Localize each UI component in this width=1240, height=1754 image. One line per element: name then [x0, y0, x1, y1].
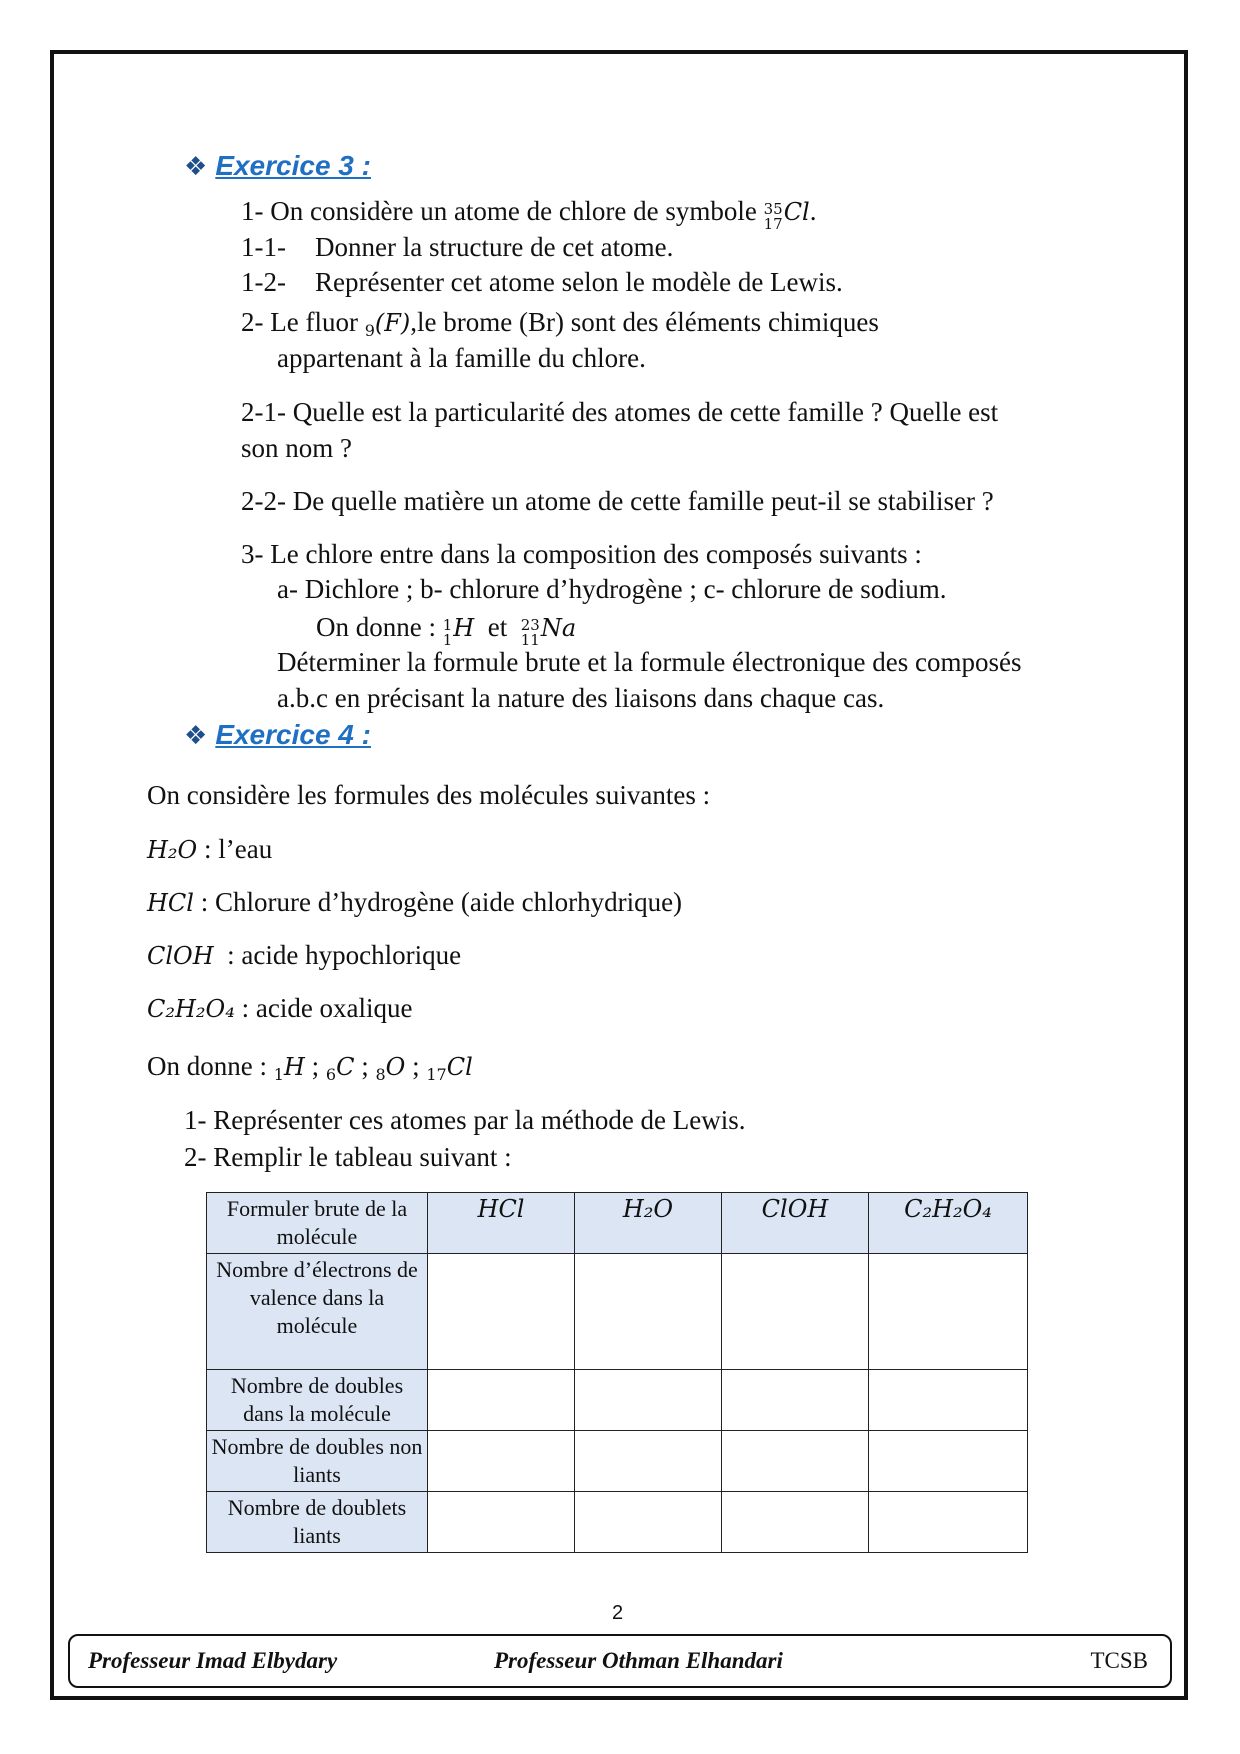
ex3-q2-2: 2-2- De quelle matière un atome de cette famille peut-il se stabiliser ?	[241, 486, 994, 516]
ex3-q3: 3- Le chlore entre dans la composition des composés suivants :	[241, 539, 922, 569]
ex3-q3-list: a- Dichlore ; b- chlorure d’hydrogène ; c- chlorure de sodium.	[277, 574, 947, 604]
exercise3-title: Exercice 3 :	[215, 150, 371, 181]
exercise3-heading	[184, 150, 371, 182]
molecule-item: C₂H₂O₄ : acide oxalique	[147, 993, 413, 1023]
table-cell	[428, 1431, 575, 1492]
footer-class-label: TCSB	[1090, 1648, 1148, 1673]
ex4-q2: 2- Remplir le tableau suivant :	[184, 1142, 512, 1172]
molecule-item: HCl : Chlorure d’hydrogène (aide chlorhydrique)	[147, 887, 683, 917]
chlorine-nuclide-prescripts: 35 17	[763, 200, 783, 233]
ex3-q3-task1: Déterminer la formule brute et la formule électronique des composés	[277, 647, 1022, 677]
table-cell	[575, 1492, 722, 1553]
ex3-q2-1-line2: son nom ?	[241, 433, 352, 463]
table-row-label: Nombre de doubles dans la molécule	[207, 1370, 428, 1431]
ex3-q2-1-line1: 2-1- Quelle est la particularité des atomes de cette famille ? Quelle est	[241, 397, 999, 427]
ex3-q1: 1- On considère un atome de chlore de symbole 35 17Cl.	[241, 196, 817, 233]
ex4-intro: On considère les formules des molécules suivantes :	[147, 780, 711, 810]
footer	[68, 1634, 1172, 1688]
table-cell	[575, 1370, 722, 1431]
table-row-label: Nombre de doubles non liants	[207, 1431, 428, 1492]
molecule-item: H₂O : l’eau	[147, 834, 273, 864]
table-row	[207, 1431, 1028, 1492]
table-header-label: Formuler brute de la molécule	[207, 1193, 428, 1254]
ex4-q1: 1- Représenter ces atomes par la méthode de Lewis.	[184, 1105, 746, 1135]
molecule-item: ClOH : acide hypochlorique	[147, 940, 462, 970]
footer-author-center: Professeur Othman Elhandari	[494, 1648, 783, 1673]
table-cell	[722, 1370, 869, 1431]
ex3-q1-1: 1-1- Donner la structure de cet atome.	[241, 232, 674, 262]
table-cell	[869, 1370, 1028, 1431]
exercise4-heading	[184, 719, 371, 751]
ex3-q1-2: 1-2- Représenter cet atome selon le modèle de Lewis.	[241, 267, 843, 297]
table-cell	[428, 1254, 575, 1370]
hydrogen-nuclide-prescripts: 1 1	[442, 616, 453, 649]
table-col-header: C₂H₂O₄	[869, 1193, 1028, 1254]
diamond-bullet-icon: ❖	[184, 721, 208, 751]
table-cell	[869, 1492, 1028, 1553]
ex3-q2: 2- Le fluor $_9$(F),le brome (Br) sont des éléments chimiques	[241, 307, 879, 340]
ex3-q2-line2: appartenant à la famille du chlore.	[277, 343, 646, 373]
ex4-given-atoms: On donne : $_1$H ; $_6$C ; $_8$O ; $_{17}$Cl	[147, 1051, 473, 1084]
diamond-bullet-icon: ❖	[184, 152, 208, 182]
table-col-header: ClOH	[722, 1193, 869, 1254]
table-row-label: Nombre de doublets liants	[207, 1492, 428, 1553]
ex3-q3-task2: a.b.c en précisant la nature des liaisons dans chaque cas.	[277, 683, 885, 713]
footer-author-left: Professeur Imad Elbydary	[88, 1648, 338, 1673]
table-cell	[428, 1492, 575, 1553]
table-col-header: H₂O	[575, 1193, 722, 1254]
molecule-table	[206, 1192, 1028, 1553]
exercise4-title: Exercice 4 :	[215, 719, 371, 750]
table-cell	[722, 1492, 869, 1553]
ex3-q3-given: On donne : 1 1H et 23 11Na	[316, 612, 577, 649]
table-cell	[575, 1254, 722, 1370]
page-number: 2	[612, 1602, 624, 1624]
sodium-nuclide-prescripts: 23 11	[520, 616, 540, 649]
table-cell	[869, 1431, 1028, 1492]
table-row	[207, 1370, 1028, 1431]
table-row	[207, 1492, 1028, 1553]
table-row-label: Nombre d’électrons de valence dans la molécule	[207, 1254, 428, 1370]
table-cell	[428, 1370, 575, 1431]
table-row	[207, 1254, 1028, 1370]
table-cell	[722, 1431, 869, 1492]
table-cell	[869, 1254, 1028, 1370]
table-cell	[722, 1254, 869, 1370]
table-cell	[575, 1431, 722, 1492]
table-col-header: HCl	[428, 1193, 575, 1254]
